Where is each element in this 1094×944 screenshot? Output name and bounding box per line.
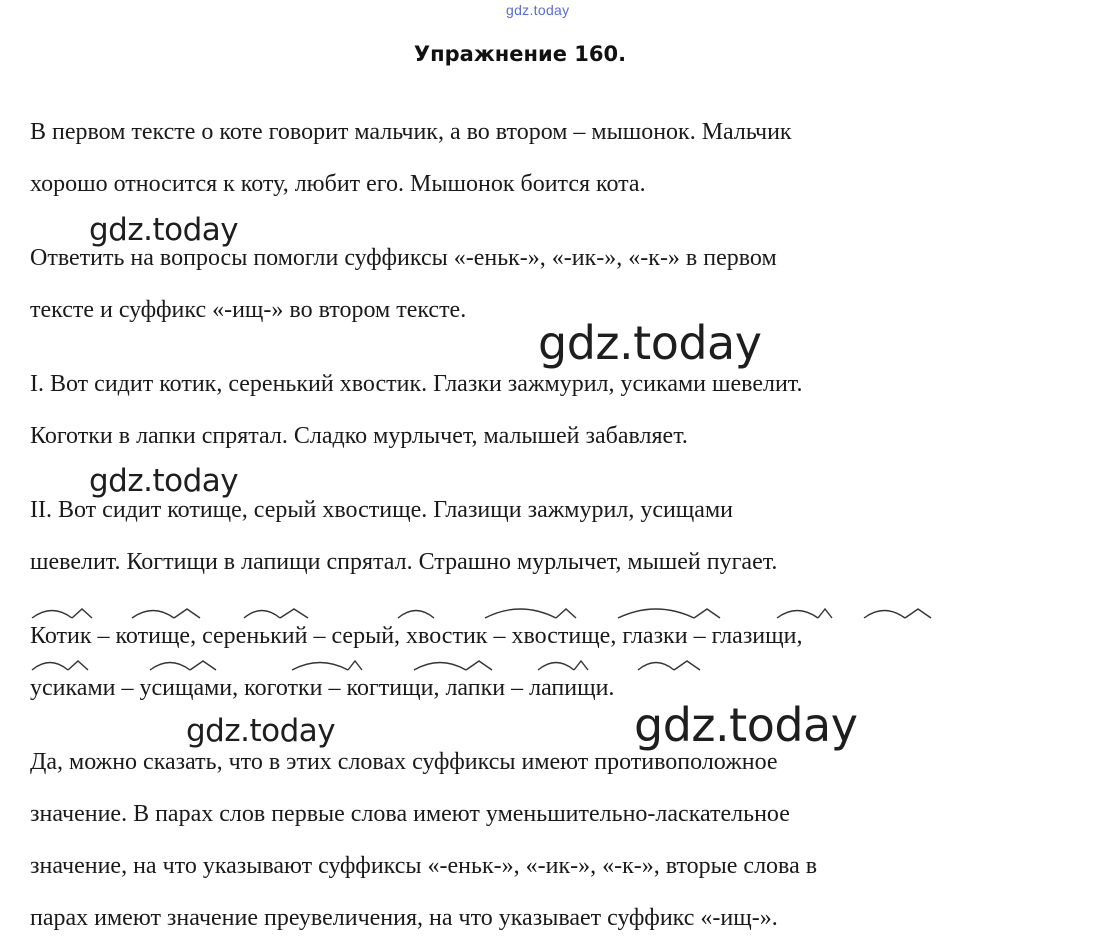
text-line: парах имеют значение преувеличения, на что указывает суффикс «-ищ-».	[30, 905, 778, 931]
text-line: Да, можно сказать, что в этих словах суффиксы имеют противоположное	[30, 749, 778, 775]
watermark: gdz.today	[89, 463, 239, 499]
text-line: Ответить на вопросы помогли суффиксы «-еньк-», «-ик-», «-к-» в первом	[30, 245, 777, 271]
paragraph-conclusion	[30, 736, 817, 944]
paragraph-text-one	[30, 358, 803, 462]
text-line: усиками – усищами, коготки – когтищи, лапки – лапищи.	[30, 675, 615, 701]
watermark: gdz.today	[634, 698, 858, 752]
text-line: Котик – котище, серенький – серый, хвостик – хвостище, глазки – глазищи,	[30, 623, 803, 649]
text-line: шевелит. Когтищи в лапищи спрятал. Страшно мурлычет, мышей пугает.	[30, 549, 778, 575]
text-line: хорошо относится к коту, любит его. Мышонок боится кота.	[30, 171, 646, 197]
paragraph-text-two	[30, 484, 777, 588]
text-line: В первом тексте о коте говорит мальчик, а во втором – мышонок. Мальчик	[30, 119, 792, 145]
watermark: gdz.today	[538, 316, 762, 370]
exercise-title: Упражнение 160.	[413, 42, 627, 66]
text-line: Коготки в лапки спрятал. Сладко мурлычет, малышей забавляет.	[30, 423, 688, 449]
text-line: значение. В парах слов первые слова имеют уменьшительно-ласкательное	[30, 801, 790, 827]
paragraph-answer-speakers	[30, 106, 792, 210]
text-line: значение, на что указывают суффиксы «-еньк-», «-ик-», «-к-», вторые слова в	[30, 853, 818, 879]
text-line: II. Вот сидит котище, серый хвостище. Глазищи зажмурил, усищами	[30, 497, 733, 523]
text-line: тексте и суффикс «-ищ-» во втором тексте.	[30, 297, 467, 323]
watermark: gdz.today	[89, 212, 239, 248]
watermark: gdz.today	[186, 713, 336, 749]
text-line: I. Вот сидит котик, серенький хвостик. Глазки зажмурил, усиками шевелит.	[30, 371, 803, 397]
top-watermark: gdz.today	[506, 2, 570, 18]
